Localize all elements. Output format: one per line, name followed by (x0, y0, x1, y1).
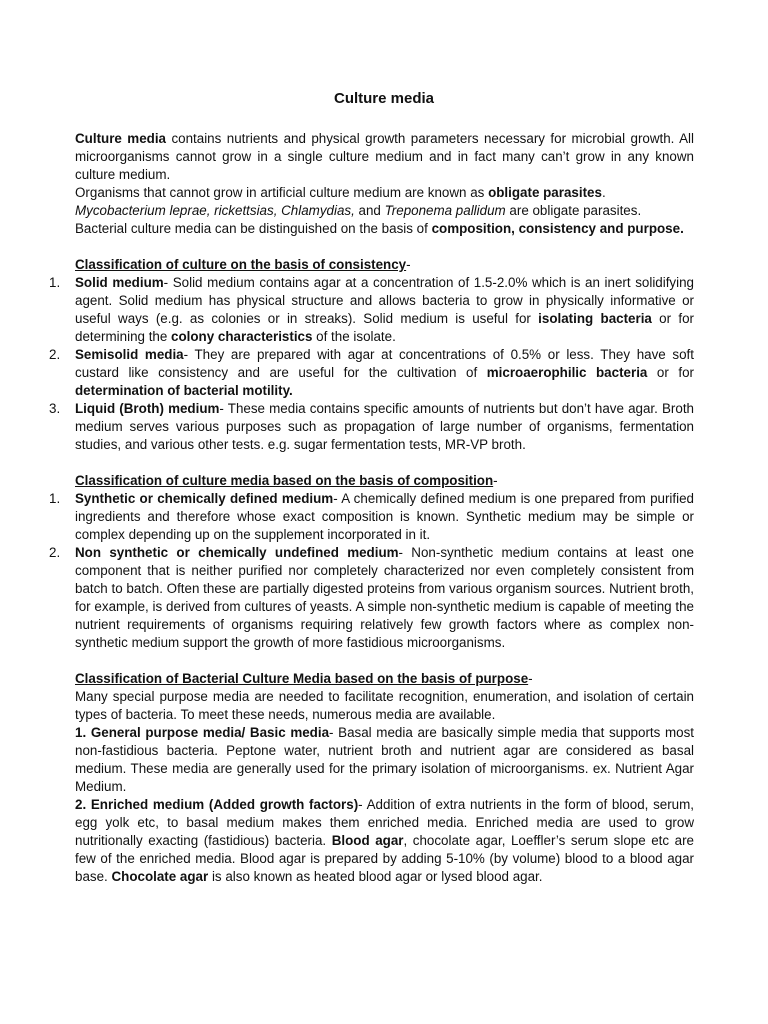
list-item: 1. Synthetic or chemically defined medium- A chemically defined medium is one prepared from purified ingredients and therefore whose exact composition is known. Synthetic medium may be simple or complex depending up on the supplement incorporated in it. (49, 491, 694, 542)
list-number: 1. (49, 491, 61, 506)
enriched-medium-paragraph: 2. Enriched medium (Added growth factors)- Addition of extra nutrients in the form of blood, serum, egg yolk etc, to basal medium makes them enriched media. Enriched media are used to grow nutritionally exacting (fastidious) bacteria. Blood agar, chocolate agar, Loeffler’s serum slope etc are few of the enriched media. Blood agar is prepared by adding 5-10% (by volume) blood to a blood agar base. Chocolate agar is also known as heated blood agar or lysed blood agar. (75, 797, 695, 884)
composition-list (49, 490, 694, 652)
list-number: 2. (49, 347, 61, 362)
section-heading-purpose: Classification of Bacterial Culture Media based on the basis of purpose- (75, 671, 533, 686)
term-obligate-parasites: obligate parasites (488, 185, 602, 200)
intro-paragraph-4: Bacterial culture media can be distinguished on the basis of composition, consistency and purpose. (75, 221, 684, 236)
list-item: 1. Solid medium- Solid medium contains agar at a concentration of 1.5-2.0% which is an inert solidifying agent. Solid medium has physical structure and allows bacteria to grow in physically informative or useful ways (e.g. as colonies or in streaks). Solid medium is useful for isolating bacteria or for determining the colony characteristics of the isolate. (49, 275, 694, 344)
list-number: 3. (49, 401, 61, 416)
section-heading-consistency: Classification of culture on the basis of consistency- (75, 257, 411, 272)
term-culture-media: Culture media (75, 131, 167, 146)
page-title: Culture media (333, 90, 435, 107)
intro-paragraph-2: Organisms that cannot grow in artificial culture medium are known as obligate parasites. (75, 185, 606, 200)
general-purpose-paragraph: 1. General purpose media/ Basic media- Basal media are basically simple media that supports most non-fastidious bacteria. Peptone water, nutrient broth and nutrient agar are considered as basal medium. These media are generally used for the primary isolation of microorganisms. ex. Nutrient Agar Medium. (75, 725, 694, 794)
consistency-list (49, 274, 695, 454)
intro-paragraph-3: Mycobacterium leprae, rickettsias, Chlamydias, and Treponema pallidum are obligate parasites. (75, 203, 642, 218)
document-body (49, 130, 695, 886)
intro-paragraph-1: Culture media contains nutrients and physical growth parameters necessary for microbial growth. All microorganisms cannot grow in a single culture medium and in fact many can’t grow in any known culture medium. (75, 131, 694, 182)
list-number: 2. (49, 545, 61, 560)
list-item: 2. Non synthetic or chemically undefined medium- Non-synthetic medium contains at least one component that is neither purified nor completely characterized nor even completely consistent from batch to batch. Often these are partially digested proteins from various organism sources. Nutrient broth, for example, is derived from cultures of yeasts. A simple non-synthetic medium is capable of meeting the nutrient requirements of organisms requiring relatively few growth factors where as complex non-synthetic medium support the growth of more fastidious microorganisms. (49, 545, 694, 650)
list-item: 3. Liquid (Broth) medium- These media contains specific amounts of nutrients but don’t have agar. Broth medium serves various purposes such as propagation of large number of organisms, fermentation studies, and various other tests. e.g. sugar fermentation tests, MR-VP broth. (49, 401, 695, 452)
list-number: 1. (49, 275, 61, 290)
purpose-intro: Many special purpose media are needed to facilitate recognition, enumeration, and isolation of certain types of bacteria. To meet these needs, numerous media are available. (75, 689, 694, 722)
list-item: 2. Semisolid media- They are prepared with agar at concentrations of 0.5% or less. They have soft custard like consistency and are useful for the cultivation of microaerophilic bacteria or for determination of bacterial motility. (49, 347, 694, 398)
section-heading-composition: Classification of culture media based on the basis of composition- (75, 473, 498, 488)
